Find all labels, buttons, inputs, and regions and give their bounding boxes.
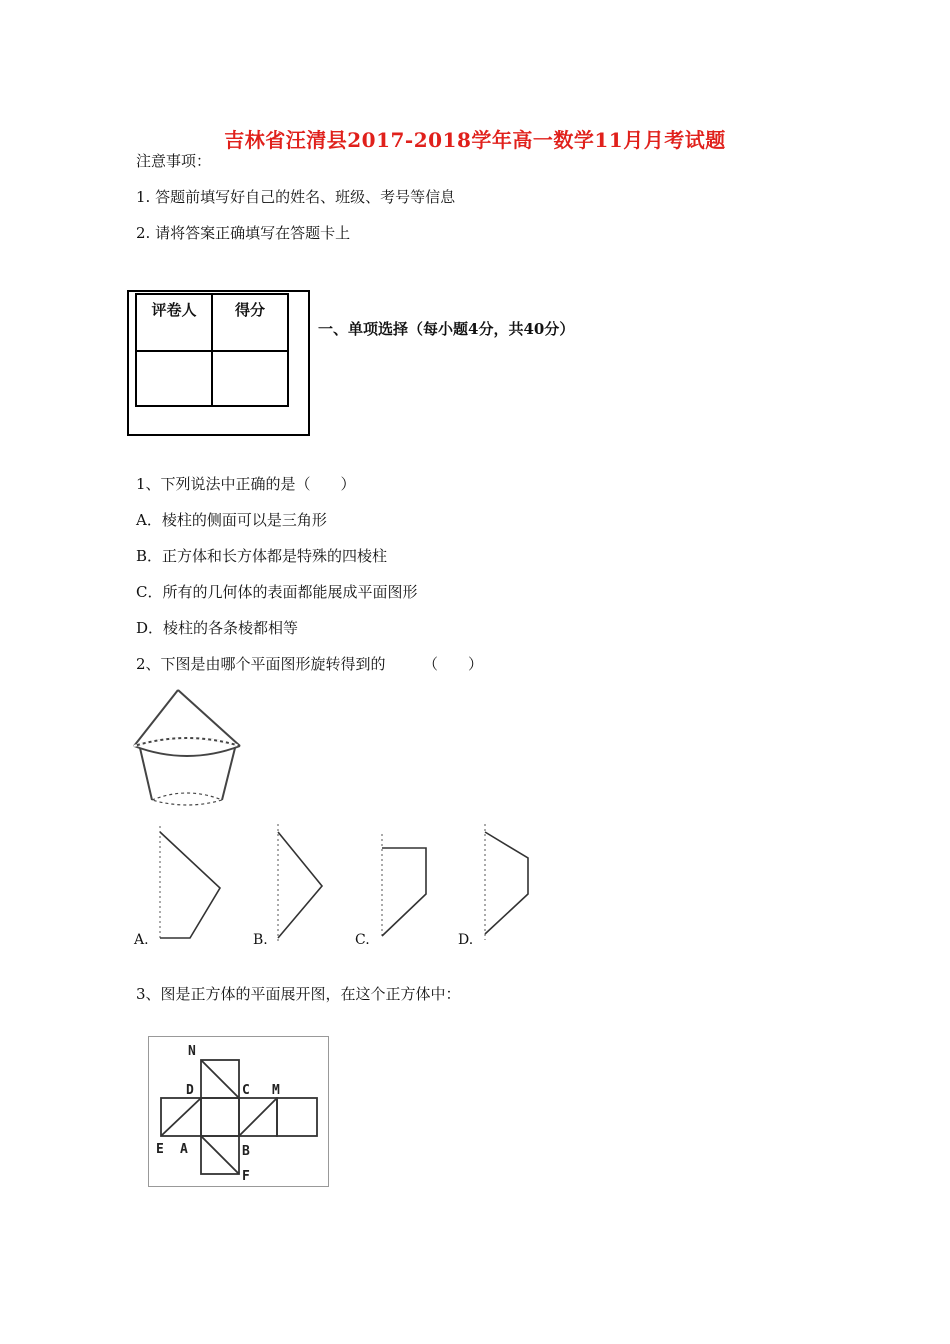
q2-option-b-label: B. — [253, 932, 268, 948]
q3-label-a: A — [180, 1142, 188, 1157]
q2-option-a-label: A. — [134, 932, 149, 948]
q3-label-c: C — [242, 1083, 250, 1098]
q1-stem: 1、下列说法中正确的是（ ） — [136, 475, 356, 493]
page-title: 吉林省汪清县2017-2018学年高一数学11月月考试题 — [224, 128, 726, 152]
score-header-score: 得分 — [212, 294, 288, 351]
q3-cube-net-figure — [148, 1036, 330, 1188]
q1-option-b: B．正方体和长方体都是特殊的四棱柱 — [136, 547, 388, 565]
section-title: 一、单项选择（每小题4分，共40分） — [318, 320, 575, 338]
q2-option-b-figure — [270, 820, 340, 950]
notice-item-1: 1. 答题前填写好自己的姓名、班级、考号等信息 — [136, 188, 456, 206]
q3-label-e: E — [156, 1142, 164, 1157]
q3-label-n: N — [188, 1044, 196, 1059]
q2-option-d-label: D. — [458, 932, 474, 948]
q1-option-a: A．棱柱的侧面可以是三角形 — [136, 511, 327, 529]
score-table — [135, 293, 289, 407]
q3-label-f: F — [242, 1169, 250, 1184]
q2-option-c-label: C. — [355, 932, 370, 948]
q2-stem: 2、下图是由哪个平面图形旋转得到的 （ ） — [136, 655, 484, 673]
score-cell-score[interactable] — [212, 351, 288, 406]
q1-option-d: D．棱柱的各条棱都相等 — [136, 619, 299, 637]
q3-label-b: B — [242, 1144, 250, 1159]
q2-solid-figure — [130, 686, 250, 811]
q2-option-d-figure — [476, 820, 546, 950]
q2-option-c-figure — [372, 830, 442, 950]
q3-label-d: D — [186, 1083, 194, 1098]
score-header-grader: 评卷人 — [136, 294, 212, 351]
q2-option-a-figure — [150, 820, 230, 950]
q3-stem: 3、图是正方体的平面展开图，在这个正方体中： — [136, 985, 461, 1003]
score-cell-grader[interactable] — [136, 351, 212, 406]
q1-option-c: C．所有的几何体的表面都能展成平面图形 — [136, 583, 418, 601]
notice-heading: 注意事项： — [136, 152, 212, 170]
q3-label-m: M — [272, 1083, 280, 1098]
notice-item-2: 2. 请将答案正确填写在答题卡上 — [136, 224, 351, 242]
